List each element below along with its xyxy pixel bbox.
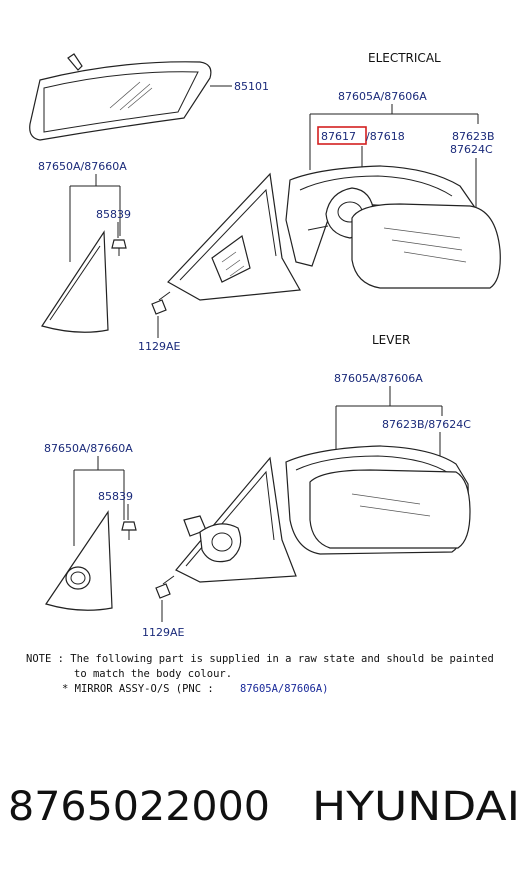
bolt-1129ae-lever	[156, 576, 174, 622]
footer-brand: HYUNDAI	[312, 784, 520, 830]
mirror-cover-lever	[46, 512, 112, 610]
label-85101: 85101	[234, 80, 269, 93]
label-87650a-lever: 87650A/87660A	[44, 442, 133, 455]
footer-part-number: 8765022000	[8, 784, 270, 830]
note-block	[26, 653, 494, 695]
section-heading-lever: LEVER	[372, 333, 411, 347]
label-85839-lever: 85839	[98, 490, 133, 503]
label-87618: /87618	[366, 130, 405, 143]
label-87623b-87624c-lever: 87623B/87624C	[382, 418, 471, 431]
note-line-3-prefix: * MIRROR ASSY-O/S (PNC :	[62, 683, 214, 695]
label-87605a-87606a-lever: 87605A/87606A	[334, 372, 423, 385]
note-line-3-pnc: 87605A/87606A)	[240, 683, 329, 695]
note-line-1: NOTE : The following part is supplied in a raw state and should be painted	[26, 653, 494, 665]
outside-mirror-electrical	[168, 166, 500, 300]
label-87624c: 87624C	[450, 143, 493, 156]
outside-mirror-lever	[176, 446, 470, 582]
label-1129ae-electrical: 1129AE	[138, 340, 181, 353]
note-line-2: to match the body colour.	[74, 668, 233, 680]
label-87650a-electrical: 87650A/87660A	[38, 160, 127, 173]
mirror-cover-electrical	[42, 232, 108, 332]
bolt-1129ae-electrical	[152, 292, 170, 338]
section-heading-electrical: ELECTRICAL	[368, 51, 441, 65]
label-85839-electrical: 85839	[96, 208, 131, 221]
screw-85839-electrical	[112, 222, 126, 256]
label-1129ae-lever: 1129AE	[142, 626, 185, 639]
label-87623b: 87623B	[452, 130, 495, 143]
inner-rearview-mirror	[30, 54, 232, 140]
label-87617: 87617	[321, 130, 356, 143]
label-87605a-87606a-electrical: 87605A/87606A	[338, 90, 427, 103]
